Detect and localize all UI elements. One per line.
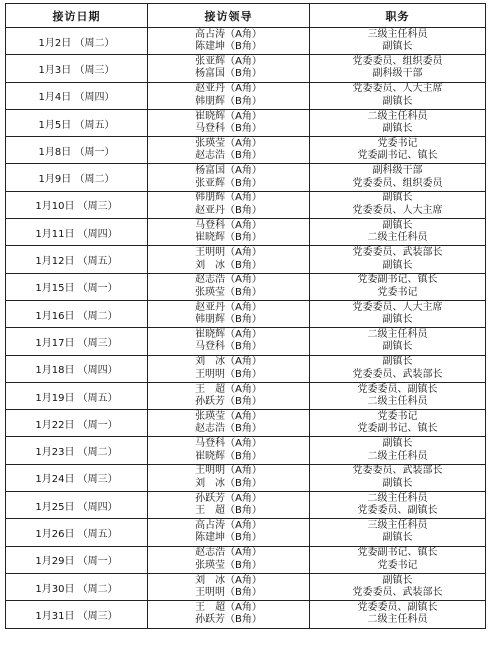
leader-a-role: 王 超（A角）: [195, 601, 262, 613]
header-duties: 职务: [310, 4, 486, 28]
leaders-cell: [148, 464, 310, 491]
table-row: [6, 546, 486, 573]
table-row: [6, 519, 486, 546]
duty-b-role: 党委书记: [377, 559, 418, 571]
leaders-cell: [148, 546, 310, 573]
leaders-cell: [148, 137, 310, 164]
schedule-container: [5, 3, 485, 629]
date-cell: 1月24日 （周三）: [6, 464, 148, 491]
table-row: [6, 219, 486, 246]
leader-a-role: 王明明（A角）: [195, 465, 262, 477]
duty-b-role: 副镇长: [382, 123, 413, 135]
leader-a-role: 张瑛莹（A角）: [195, 137, 262, 149]
duty-a-role: 党委委员、人大主席: [352, 83, 443, 95]
duties-cell: [310, 573, 486, 600]
duties-cell: [310, 519, 486, 546]
leaders-cell: [148, 55, 310, 82]
leader-b-role: 张瑛莹（B角）: [195, 559, 262, 571]
duties-cell: [310, 300, 486, 327]
table-row: [6, 464, 486, 491]
duty-b-role: 二级主任科员: [367, 450, 428, 462]
date-cell: 1月18日 （周四）: [6, 355, 148, 382]
duties-cell: [310, 492, 486, 519]
date-cell: 1月16日 （周二）: [6, 300, 148, 327]
leader-b-role: 孙跃芳（B角）: [195, 396, 262, 407]
table-row: [6, 246, 486, 273]
leader-a-role: 赵亚丹（A角）: [195, 301, 262, 313]
leaders-cell: [148, 519, 310, 546]
date-cell: 1月5日 （周五）: [6, 109, 148, 136]
duty-b-role: 二级主任科员: [367, 232, 428, 244]
duties-cell: [310, 55, 486, 82]
leader-b-role: 刘 冰（B角）: [195, 477, 262, 489]
duties-cell: [310, 246, 486, 273]
duty-a-role: 副镇长: [382, 356, 413, 368]
leader-b-role: 赵志浩（B角）: [195, 423, 262, 435]
date-cell: 1月23日 （周二）: [6, 437, 148, 464]
header-date: 接访日期: [6, 4, 148, 28]
date-cell: 1月30日 （周二）: [6, 573, 148, 600]
duty-a-role: 党委委员、副镇长: [357, 601, 438, 613]
duties-cell: [310, 137, 486, 164]
duty-b-role: 党委委员、组织委员: [352, 177, 443, 189]
duty-a-role: 副镇长: [382, 438, 413, 450]
leader-a-role: 刘 冰（A角）: [195, 356, 262, 368]
table-row: [6, 28, 486, 55]
duty-a-role: 党委委员、人大主席: [352, 301, 443, 313]
duties-cell: [310, 328, 486, 355]
leaders-cell: [148, 246, 310, 273]
leaders-cell: [148, 573, 310, 600]
leader-a-role: 王 超（A角）: [195, 383, 262, 395]
leaders-cell: [148, 164, 310, 191]
duty-a-role: 二级主任科员: [367, 492, 428, 504]
leaders-cell: [148, 437, 310, 464]
leaders-cell: [148, 601, 310, 628]
leader-a-role: 杨富国（A角）: [195, 165, 262, 177]
table-row: [6, 191, 486, 218]
date-cell: 1月8日 （周一）: [6, 137, 148, 164]
leader-a-role: 高占涛（A角）: [195, 28, 262, 40]
date-cell: 1月29日 （周一）: [6, 546, 148, 573]
table-row: [6, 492, 486, 519]
date-cell: 1月17日 （周三）: [6, 328, 148, 355]
duty-a-role: 党委委员、武装部长: [352, 247, 443, 259]
duties-cell: [310, 28, 486, 55]
leaders-cell: [148, 328, 310, 355]
leader-b-role: 王明明（B角）: [195, 368, 262, 380]
duty-a-role: 副镇长: [382, 219, 413, 231]
date-cell: 1月3日 （周三）: [6, 55, 148, 82]
leaders-cell: [148, 191, 310, 218]
table-row: [6, 55, 486, 82]
duty-a-role: 党委副书记、镇长: [357, 547, 438, 559]
leader-b-role: 赵亚丹（B角）: [195, 204, 262, 216]
duties-cell: [310, 191, 486, 218]
duties-cell: [310, 219, 486, 246]
leaders-cell: [148, 219, 310, 246]
leader-b-role: 陈建坤（B角）: [195, 532, 262, 544]
leaders-cell: [148, 492, 310, 519]
leaders-cell: [148, 109, 310, 136]
duties-cell: [310, 410, 486, 437]
leaders-cell: [148, 82, 310, 109]
table-row: [6, 109, 486, 136]
date-cell: 1月2日 （周二）: [6, 28, 148, 55]
table-row: [6, 328, 486, 355]
duties-cell: [310, 164, 486, 191]
reception-schedule-table: [5, 3, 486, 629]
leader-a-role: 赵志浩（A角）: [195, 547, 262, 559]
leaders-cell: [148, 300, 310, 327]
leader-b-role: 刘 冰（B角）: [195, 259, 262, 271]
date-cell: 1月11日 （周四）: [6, 219, 148, 246]
duty-a-role: 党委书记: [377, 410, 418, 422]
duty-b-role: 党委委员、人大主席: [352, 204, 443, 216]
header-leaders: 接访领导: [148, 4, 310, 28]
duties-cell: [310, 382, 486, 409]
duties-cell: [310, 546, 486, 573]
duty-a-role: 党委委员、副镇长: [357, 383, 438, 395]
duty-b-role: 党委书记: [377, 286, 418, 298]
duty-b-role: 二级主任科员: [367, 614, 428, 626]
leader-b-role: 赵志浩（B角）: [195, 150, 262, 162]
leaders-cell: [148, 382, 310, 409]
leaders-cell: [148, 355, 310, 382]
leader-a-role: 赵亚丹（A角）: [195, 83, 262, 95]
duty-b-role: 党委副书记、镇长: [357, 423, 438, 435]
duties-cell: [310, 273, 486, 300]
leaders-cell: [148, 28, 310, 55]
duty-b-role: 党委副书记、镇长: [357, 150, 438, 162]
leader-a-role: 马登科（A角）: [195, 219, 262, 231]
duties-cell: [310, 109, 486, 136]
leader-b-role: 王明明（B角）: [195, 587, 262, 599]
leaders-cell: [148, 410, 310, 437]
leader-b-role: 马登科（B角）: [195, 123, 262, 135]
leader-a-role: 刘 冰（A角）: [195, 574, 262, 586]
duty-b-role: 二级主任科员: [367, 396, 428, 407]
table-row: [6, 300, 486, 327]
date-cell: 1月4日 （周四）: [6, 82, 148, 109]
leader-a-role: 王明明（A角）: [195, 247, 262, 259]
duty-b-role: 党委委员、武装部长: [352, 587, 443, 599]
table-row: [6, 82, 486, 109]
date-cell: 1月26日 （周五）: [6, 519, 148, 546]
leader-b-role: 韩朋辉（B角）: [195, 314, 262, 326]
duties-cell: [310, 464, 486, 491]
leader-b-role: 韩朋辉（B角）: [195, 95, 262, 107]
date-cell: 1月15日 （周一）: [6, 273, 148, 300]
duties-cell: [310, 355, 486, 382]
duty-b-role: 副镇长: [382, 314, 413, 326]
table-row: [6, 382, 486, 409]
duty-a-role: 副镇长: [382, 192, 413, 204]
duty-b-role: 副镇长: [382, 41, 413, 53]
table-row: [6, 410, 486, 437]
date-cell: 1月12日 （周五）: [6, 246, 148, 273]
duty-a-role: 三级主任科员: [367, 519, 428, 531]
date-cell: 1月19日 （周五）: [6, 382, 148, 409]
date-cell: 1月22日 （周一）: [6, 410, 148, 437]
table-header-row: [6, 4, 486, 28]
date-cell: 1月25日 （周四）: [6, 492, 148, 519]
table-row: [6, 137, 486, 164]
duties-cell: [310, 82, 486, 109]
duty-a-role: 二级主任科员: [367, 328, 428, 340]
leaders-cell: [148, 273, 310, 300]
table-row: [6, 601, 486, 628]
date-cell: 1月9日 （周二）: [6, 164, 148, 191]
leader-a-role: 赵志浩（A角）: [195, 274, 262, 286]
table-row: [6, 355, 486, 382]
duty-b-role: 党委委员、武装部长: [352, 368, 443, 380]
leader-b-role: 陈建坤（B角）: [195, 41, 262, 53]
leader-b-role: 崔晓辉（B角）: [195, 450, 262, 462]
duty-b-role: 副科级干部: [372, 68, 423, 80]
duties-cell: [310, 601, 486, 628]
leader-a-role: 崔晓辉（A角）: [195, 110, 262, 122]
leader-a-role: 高占涛（A角）: [195, 519, 262, 531]
table-row: [6, 437, 486, 464]
leader-a-role: 马登科（A角）: [195, 438, 262, 450]
duty-a-role: 二级主任科员: [367, 110, 428, 122]
duty-a-role: 副科级干部: [372, 165, 423, 177]
duty-a-role: 三级主任科员: [367, 28, 428, 40]
table-row: [6, 164, 486, 191]
duty-a-role: 党委书记: [377, 137, 418, 149]
leader-a-role: 孙跃芳（A角）: [195, 492, 262, 504]
table-row: [6, 273, 486, 300]
leader-a-role: 张瑛莹（A角）: [195, 410, 262, 422]
duty-b-role: 副镇长: [382, 532, 413, 544]
duty-b-role: 副镇长: [382, 259, 413, 271]
leader-b-role: 王 超（B角）: [195, 505, 262, 517]
leader-b-role: 崔晓辉（B角）: [195, 232, 262, 244]
leader-a-role: 韩朋辉（A角）: [195, 192, 262, 204]
duty-b-role: 副镇长: [382, 477, 413, 489]
duty-a-role: 副镇长: [382, 574, 413, 586]
date-cell: 1月31日 （周三）: [6, 601, 148, 628]
date-cell: 1月10日 （周三）: [6, 191, 148, 218]
leader-b-role: 张亚辉（B角）: [195, 177, 262, 189]
duty-b-role: 副镇长: [382, 95, 413, 107]
duty-a-role: 党委委员、武装部长: [352, 465, 443, 477]
leader-b-role: 马登科（B角）: [195, 341, 262, 353]
duty-b-role: 副镇长: [382, 341, 413, 353]
leader-b-role: 孙跃芳（B角）: [195, 614, 262, 626]
duty-b-role: 党委委员、副镇长: [357, 505, 438, 517]
leader-b-role: 杨富国（B角）: [195, 68, 262, 80]
table-row: [6, 573, 486, 600]
duties-cell: [310, 437, 486, 464]
duty-a-role: 党委委员、组织委员: [352, 55, 443, 67]
leader-a-role: 崔晓辉（A角）: [195, 328, 262, 340]
duty-a-role: 党委副书记、镇长: [357, 274, 438, 286]
leader-a-role: 张亚辉（A角）: [195, 55, 262, 67]
leader-b-role: 张瑛莹（B角）: [195, 286, 262, 298]
